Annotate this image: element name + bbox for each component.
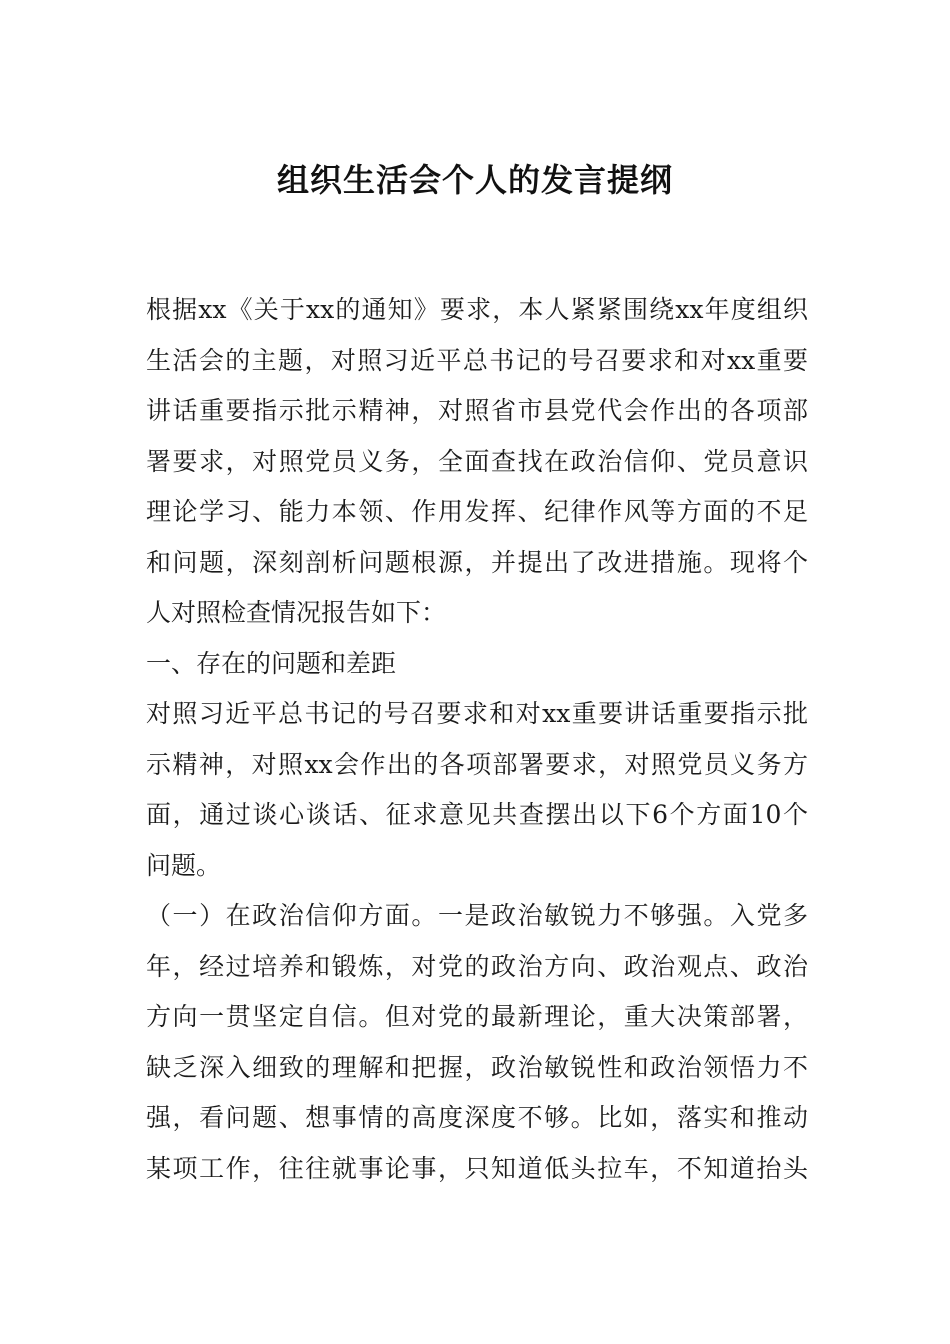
document-body bbox=[146, 285, 808, 1194]
document-title: 组织生活会个人的发言提纲 bbox=[276, 161, 673, 199]
body-line: 问题。 bbox=[146, 850, 222, 880]
body-line: 某项工作，往往就事论事，只知道低头拉车，不知道抬头 bbox=[146, 1153, 808, 1183]
body-line: 生活会的主题，对照习近平总书记的号召要求和对xx重要 bbox=[146, 345, 808, 375]
body-line: 缺乏深入细致的理解和把握，政治敏锐性和政治领悟力不 bbox=[146, 1052, 808, 1082]
body-line: 根据xx《关于xx的通知》要求，本人紧紧围绕xx年度组织 bbox=[146, 295, 808, 324]
body-line: 方向一贯坚定自信。但对党的最新理论，重大决策部署， bbox=[146, 1002, 808, 1031]
body-line: 人对照检查情况报告如下： bbox=[146, 598, 447, 627]
body-line: 对照习近平总书记的号召要求和对xx重要讲话重要指示批 bbox=[146, 699, 808, 728]
body-line: 面，通过谈心谈话、征求意见共查摆出以下6个方面10个 bbox=[146, 800, 808, 829]
body-line: 示精神，对照xx会作出的各项部署要求，对照党员义务方 bbox=[146, 749, 808, 779]
body-line: 署要求，对照党员义务，全面查找在政治信仰、党员意识 bbox=[146, 446, 808, 476]
section-heading: 一、存在的问题和差距 bbox=[146, 648, 397, 678]
body-line: 年，经过培养和锻炼，对党的政治方向、政治观点、政治 bbox=[146, 951, 808, 981]
body-line: 讲话重要指示批示精神，对照省市县党代会作出的各项部 bbox=[146, 396, 808, 425]
body-line: （一）在政治信仰方面。一是政治敏锐力不够强。入党多 bbox=[146, 901, 808, 930]
body-line: 理论学习、能力本领、作用发挥、纪律作风等方面的不足 bbox=[146, 497, 808, 526]
body-line: 强，看问题、想事情的高度深度不够。比如，落实和推动 bbox=[146, 1103, 808, 1132]
body-line: 和问题，深刻剖析问题根源，并提出了改进措施。现将个 bbox=[146, 547, 808, 577]
